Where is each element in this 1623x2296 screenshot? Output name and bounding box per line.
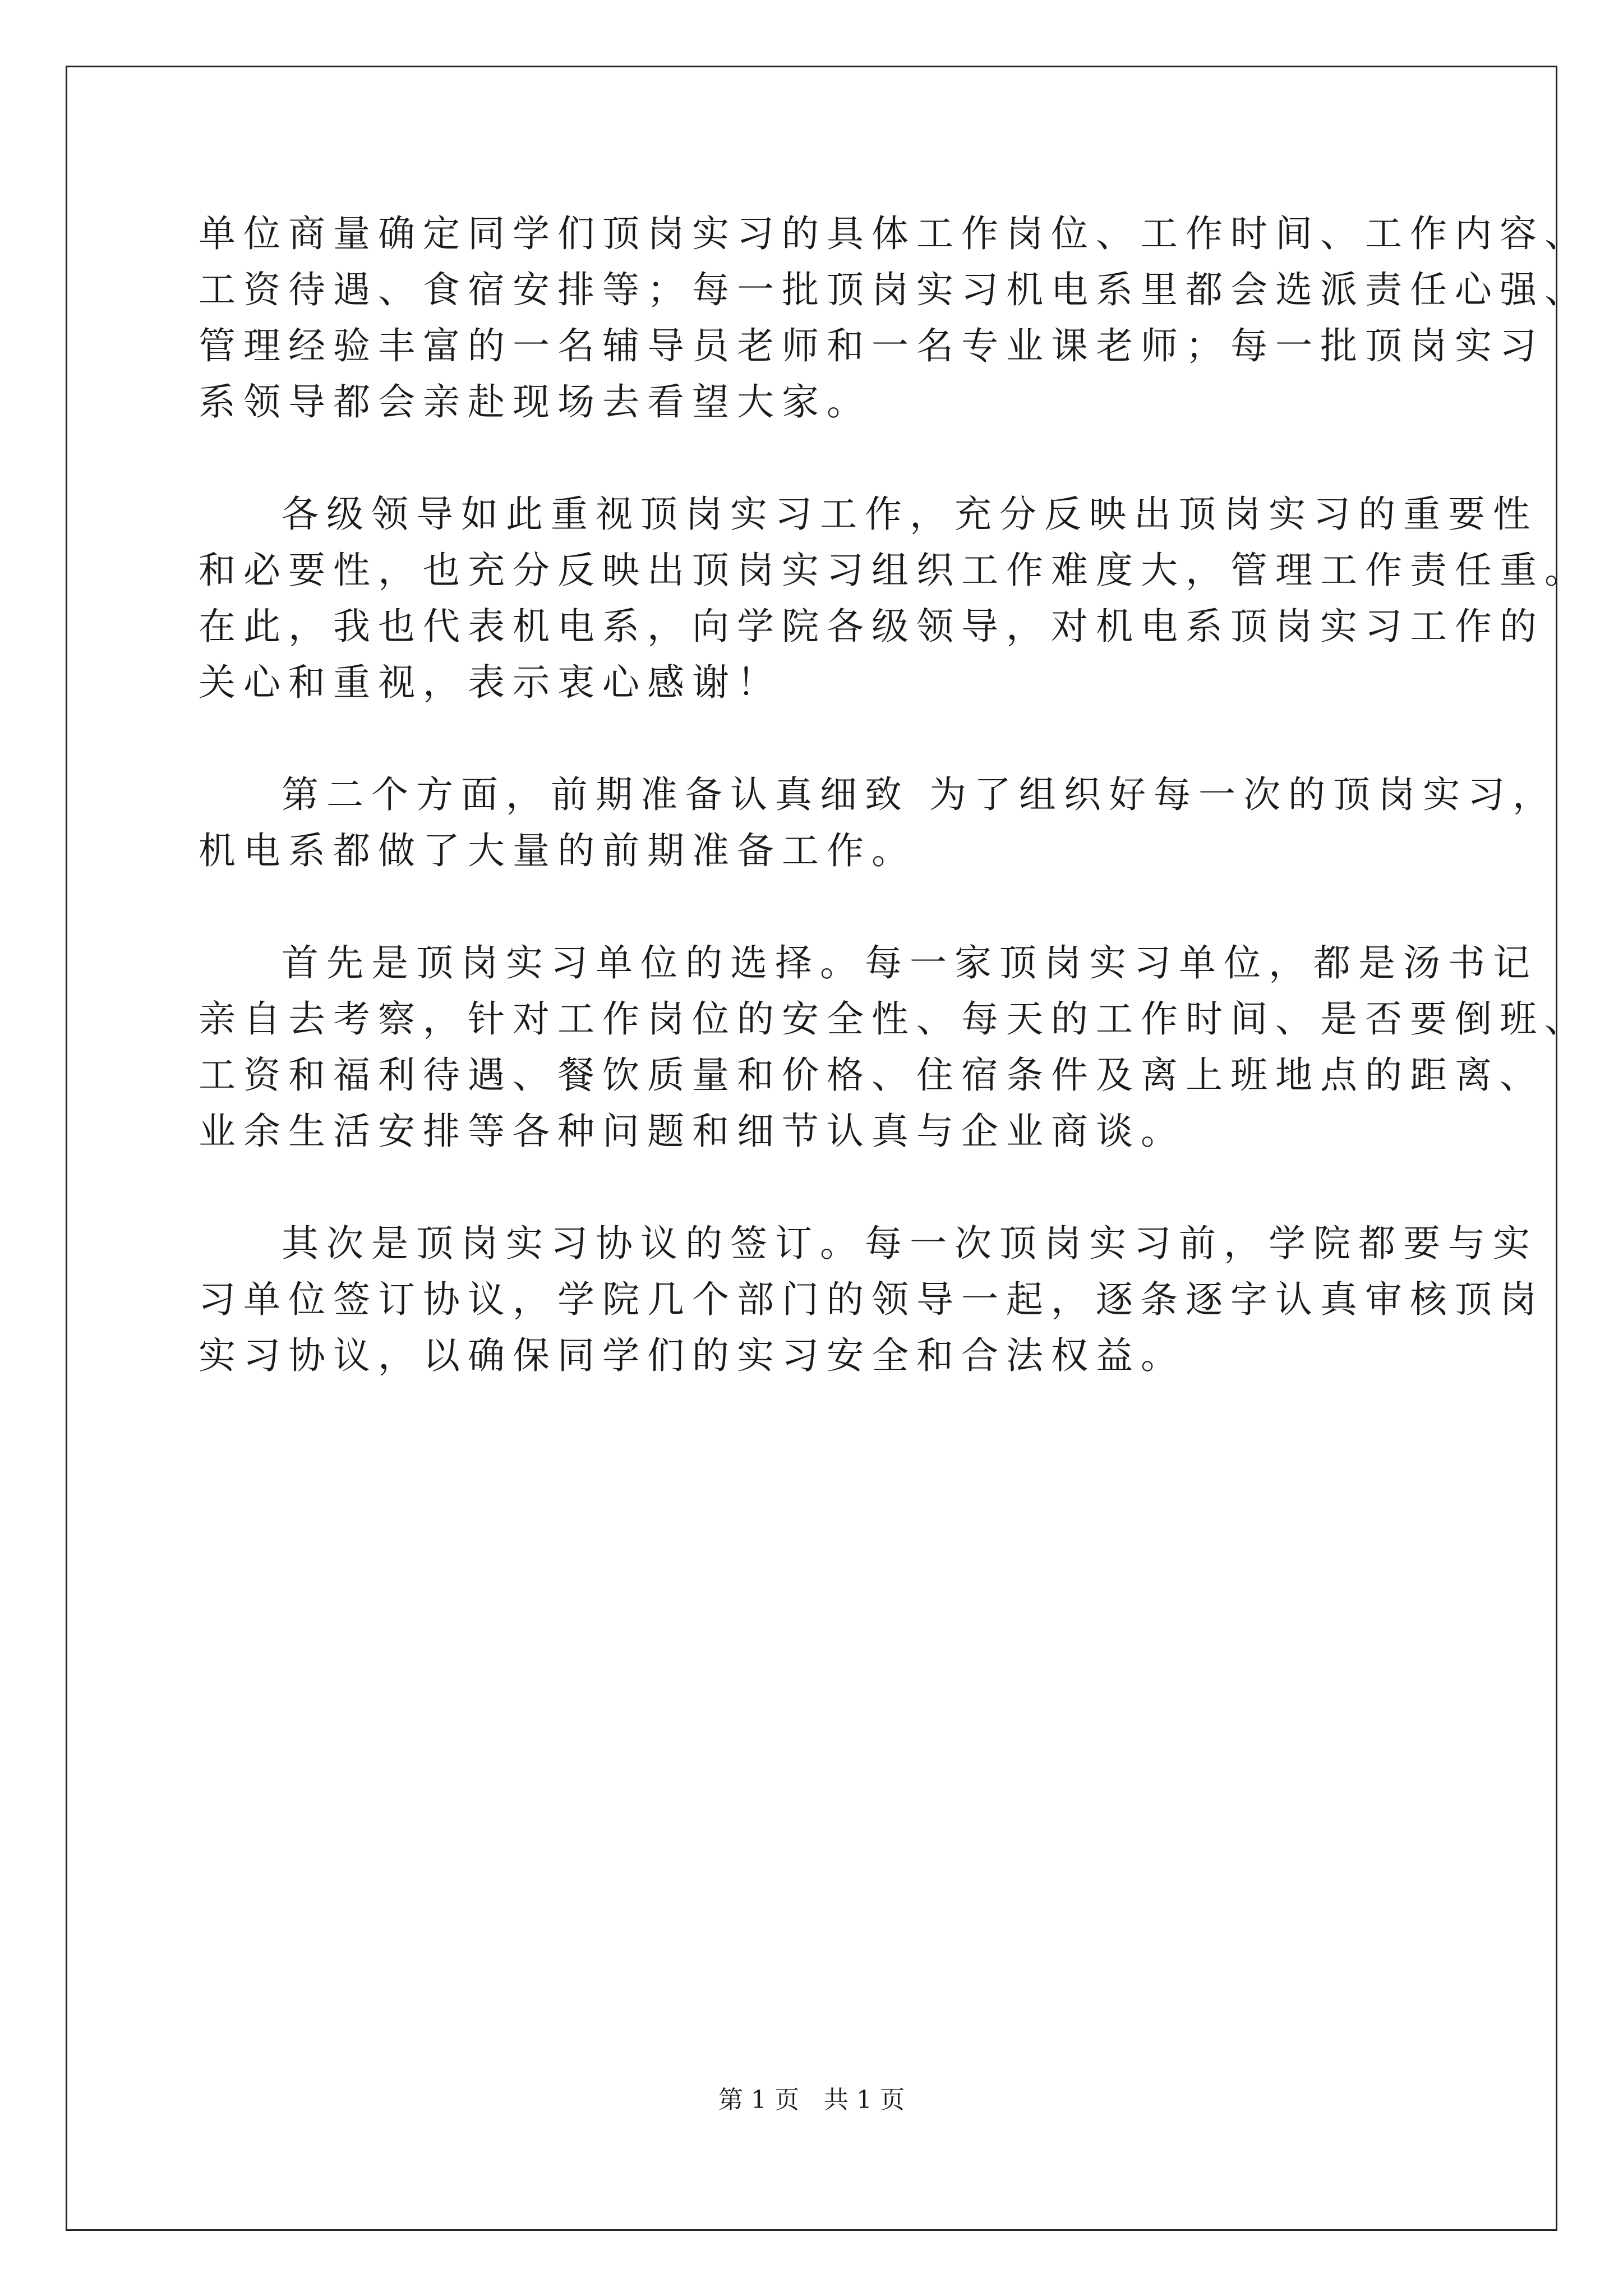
page-footer: 第 1 页 共 1 页	[718, 2086, 905, 2114]
paragraph-2-line-4: 关心和重视，表示衷心感谢！	[199, 661, 782, 704]
paragraph-2-line-1: 各级领导如此重视顶岗实习工作，充分反映出顶岗实习的重要性	[282, 493, 1538, 536]
paragraph-4-line-2: 亲自去考察，针对工作岗位的安全性、每天的工作时间、是否要倒班、	[199, 997, 1589, 1041]
paragraph-4-line-3: 工资和福利待遇、餐饮质量和价格、住宿条件及离上班地点的距离、	[199, 1053, 1544, 1097]
paragraph-3-line-2: 机电系都做了大量的前期准备工作。	[199, 829, 916, 872]
paragraph-5-line-1: 其次是顶岗实习协议的签订。每一次顶岗实习前，学院都要与实	[282, 1222, 1538, 1265]
paragraph-3-line-1: 第二个方面，前期准备认真细致 为了组织好每一次的顶岗实习，	[282, 773, 1557, 816]
paragraph-2-line-2: 和必要性，也充分反映出顶岗实习组织工作难度大，管理工作责任重。	[199, 549, 1589, 592]
paragraph-5-line-3: 实习协议，以确保同学们的实习安全和合法权益。	[199, 1334, 1186, 1377]
document-body	[199, 206, 1589, 1384]
paragraph-1-line-3: 管理经验丰富的一名辅导员老师和一名专业课老师；每一批顶岗实习	[199, 324, 1544, 367]
paragraph-1-line-1: 单位商量确定同学们顶岗实习的具体工作岗位、工作时间、工作内容、	[199, 212, 1589, 255]
paragraph-4-line-4: 业余生活安排等各种问题和细节认真与企业商谈。	[199, 1110, 1186, 1153]
paragraph-4-line-1: 首先是顶岗实习单位的选择。每一家顶岗实习单位，都是汤书记	[282, 941, 1538, 984]
paragraph-1-line-4: 系领导都会亲赴现场去看望大家。	[199, 380, 872, 424]
paragraph-5-line-2: 习单位签订协议，学院几个部门的领导一起，逐条逐字认真审核顶岗	[199, 1278, 1544, 1321]
paragraph-1-line-2: 工资待遇、食宿安排等；每一批顶岗实习机电系里都会选派责任心强、	[199, 268, 1589, 311]
paragraph-2-line-3: 在此，我也代表机电系，向学院各级领导，对机电系顶岗实习工作的	[199, 605, 1544, 648]
